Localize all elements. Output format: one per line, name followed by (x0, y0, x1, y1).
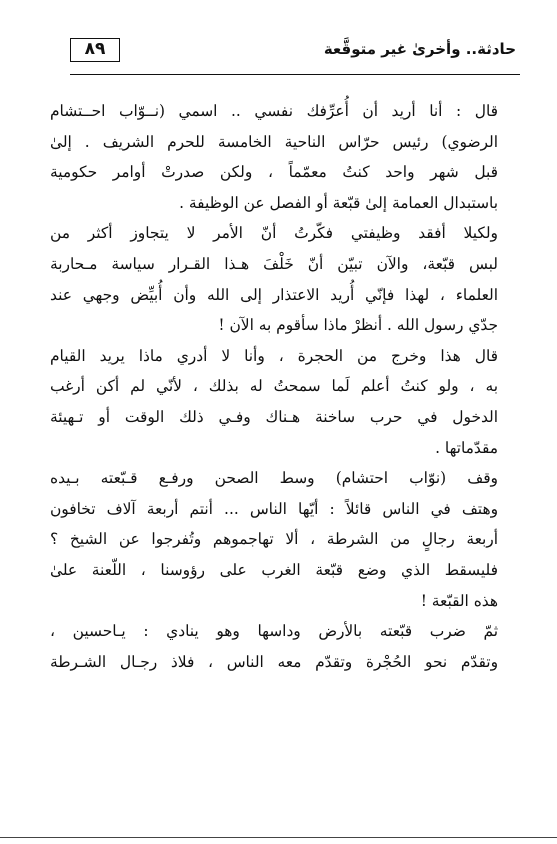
text-line: ولكيلا أفقد وظيفتي فكّرتُ أنّ الأمر لا يتجاوز أكثر من (50, 224, 498, 243)
text-line: العلماء ، لهذا فإنّي أُريد الاعتذار إلى الله وأن أُبيِّض وجهي عند (50, 285, 498, 304)
paragraph-1 (50, 96, 512, 218)
text-line: الدخول في حرب ساخنة هـناك وفـي ذلك الوقت أو تـهيئة (50, 407, 498, 426)
text-line: فليسقط الذي وضع قبّعة الغرب على رؤوسنا ، اللّعنة علىٰ (50, 560, 498, 579)
text-line: باستبدال العمامة إلىٰ قبّعة أو الفصل عن الوظيفة . (179, 193, 498, 212)
text-line: مقدّماتها . (435, 438, 498, 457)
page-number-box: ٨٩ (70, 38, 120, 62)
text-line: لبس قبّعة، والآن تبيّن أنّ خَلْفَ هـذا القـرار سياسة مـحاربة (50, 254, 498, 273)
text-line: وقف (نوّاب احتشام) وسط الصحن ورفـع قـبّعته بـيده (50, 469, 498, 488)
text-line: الرضوي) رئيس حرّاس الناحية الخامسة للحرم الشريف . إلىٰ (50, 132, 498, 151)
running-title: حادثة.. وأخرىٰ غير متوقَّعة (323, 40, 516, 58)
text-line: وهتف في الناس قائلاً : أيّها الناس ... أنتم أربعة آلاف تخافون (50, 499, 498, 518)
text-line: قال هذا وخرج من الحجرة ، وأنا لا أدري ماذا يريد القيام (50, 346, 498, 365)
text-line: وتقدّم نحو الحُجْرة وتقدّم معه الناس ، فلاذ رجـال الشـرطة (50, 652, 498, 671)
text-body (50, 96, 512, 677)
text-line: قبل شهر واحد كنتُ معمّماً ، ولكن صدرتْ أوامر حكومية (50, 163, 498, 182)
text-line: به ، ولو كنتُ أعلم لَما سمحتُ له بذلك ، لأنّي لم أكن أرغب (50, 377, 498, 396)
text-line: ثمّ ضرب قبّعته بالأرض وداسها وهو ينادي : يـاحسين ، (50, 622, 498, 641)
paragraph-5 (50, 616, 512, 677)
running-header (70, 38, 520, 75)
text-line: أربعة رجالٍ من الشرطة ، ألا تهاجموهم وتُفرجوا عن الشيخ ؟ (50, 530, 498, 549)
paragraph-4 (50, 463, 512, 616)
page-bottom-rule (0, 837, 557, 838)
text-line: جدّي رسول الله . أنظرْ ماذا سأقوم به الآن ! (218, 316, 498, 335)
paragraph-3 (50, 341, 512, 463)
text-line: قال : أنا أريد أن أُعرِّفك نفسي .. اسمي (نــوّاب احــتشام (50, 102, 498, 120)
text-line: هذه القبّعة ! (420, 591, 498, 610)
paragraph-2 (50, 218, 512, 340)
